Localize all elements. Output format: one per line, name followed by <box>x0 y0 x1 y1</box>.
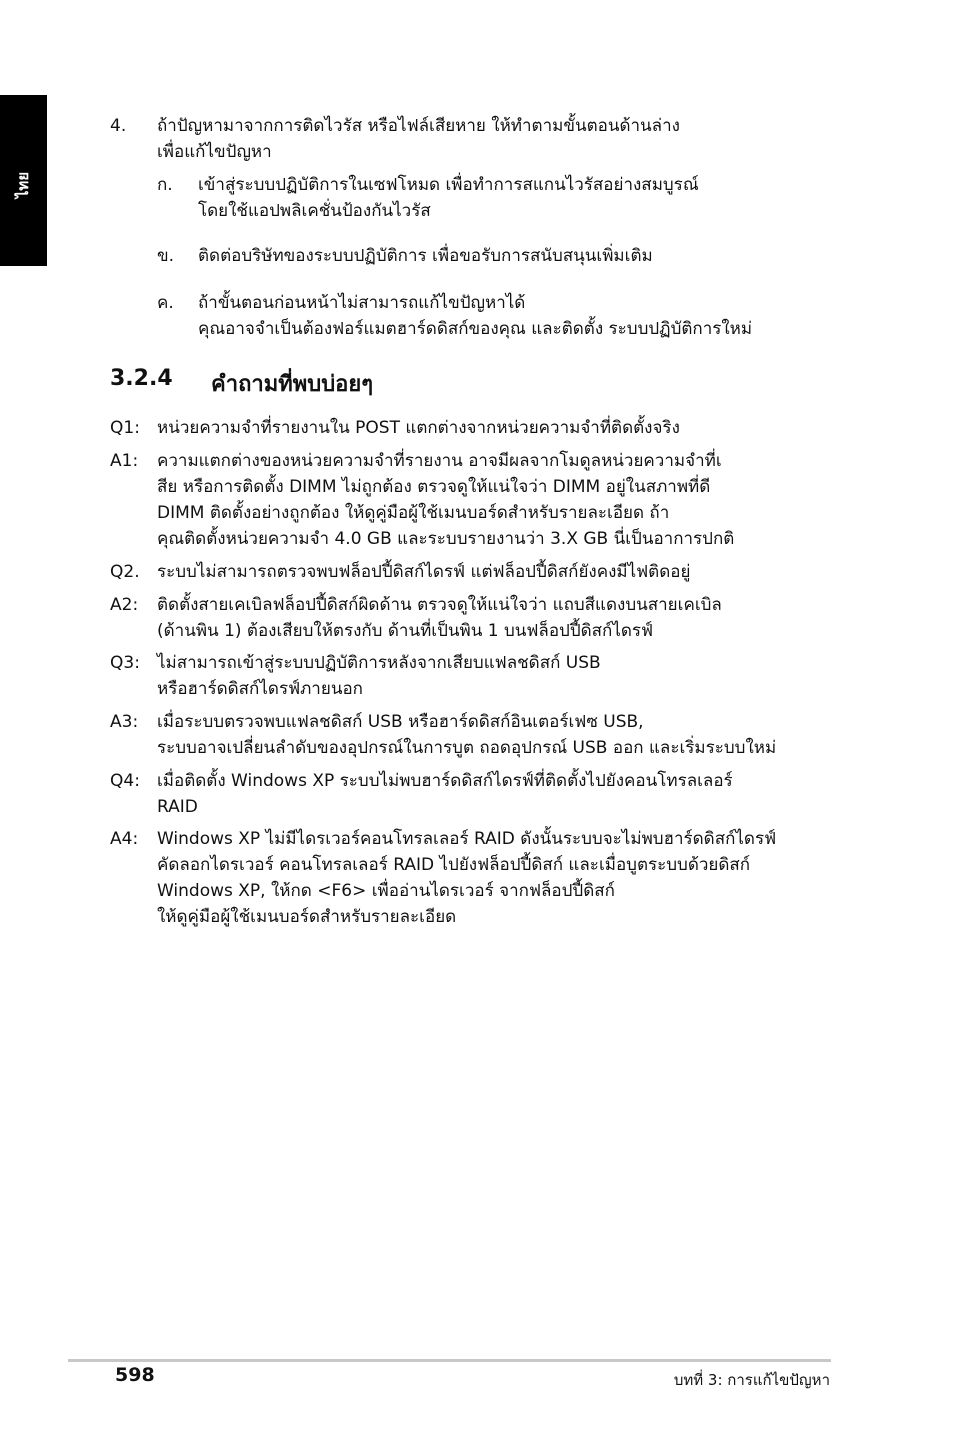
faq-line: ความแตกต่างของหน่วยความจำที่รายงาน อาจมีผลจากโมดูลหน่วยความจำที่เ <box>157 451 722 471</box>
sub-item-marker: ข. <box>157 246 175 266</box>
item-4-line: เพื่อแก้ไขปัญหา <box>157 142 272 162</box>
faq-line: ไม่สามารถเข้าสู่ระบบปฏิบัติการหลังจากเสียบแฟลชดิสก์ USB <box>157 653 601 673</box>
faq-label: Q4: <box>110 771 140 791</box>
sub-item-marker: ค. <box>157 293 174 313</box>
faq-line: ระบบอาจเปลี่ยนลำดับของอุปกรณ์ในการบูต ถอดอุปกรณ์ USB ออก และเริ่มระบบใหม่ <box>157 738 777 758</box>
faq-label: A3: <box>110 712 139 732</box>
faq-line: หน่วยความจำที่รายงานใน POST แตกต่างจากหน่วยความจำที่ติดตั้งจริง <box>157 418 680 438</box>
faq-line: หรือฮาร์ดดิสก์ไดรฟ์ภายนอก <box>157 679 363 699</box>
faq-label: A2: <box>110 595 139 615</box>
faq-line: ให้ดูคู่มือผู้ใช้เมนบอร์ดสำหรับรายละเอียด <box>157 907 457 927</box>
sub-item-line: โดยใช้แอปพลิเคชั่นป้องกันไวรัส <box>198 201 431 221</box>
item-4-line: ถ้าปัญหามาจากการติดไวรัส หรือไฟล์เสียหาย ให้ทำตามขั้นตอนด้านล่าง <box>157 116 680 136</box>
footer-divider <box>68 1359 831 1362</box>
page-number: 598 <box>115 1364 155 1386</box>
faq-label: A1: <box>110 451 139 471</box>
sub-item-line: ติดต่อบริษัทของระบบปฏิบัติการ เพื่อขอรับการสนับสนุนเพิ่มเติม <box>198 246 653 266</box>
faq-line: เมื่อติดตั้ง Windows XP ระบบไม่พบฮาร์ดดิสก์ไดรฟ์ที่ติดตั้งไปยังคอนโทรลเลอร์ <box>157 771 733 791</box>
sub-item-marker: ก. <box>157 175 173 195</box>
chapter-title: บทที่ 3: การแก้ไขปัญหา <box>673 1371 830 1389</box>
faq-line: Windows XP ไม่มีไดรเวอร์คอนโทรลเลอร์ RAID ดังนั้นระบบจะไม่พบฮาร์ดดิสก์ไดรฟ์ <box>157 829 777 849</box>
faq-line: DIMM ติดตั้งอย่างถูกต้อง ให้ดูคู่มือผู้ใช้เมนบอร์ดสำหรับรายละเอียด ถ้า <box>157 503 670 523</box>
faq-line: คุณติดตั้งหน่วยความจำ 4.0 GB และระบบรายงานว่า 3.X GB นี่เป็นอาการปกติ <box>157 529 735 549</box>
faq-label: Q2. <box>110 562 140 582</box>
faq-line: คัดลอกไดรเวอร์ คอนโทรลเลอร์ RAID ไปยังฟล็อปปี้ดิสก์ และเมื่อบูตระบบด้วยดิสก์ <box>157 855 751 875</box>
section-number: 3.2.4 <box>110 366 173 391</box>
language-side-tab-label: ไทย <box>14 171 32 199</box>
faq-line: ติดตั้งสายเคเบิลฟล็อปปี้ดิสก์ผิดด้าน ตรวจดูให้แน่ใจว่า แถบสีแดงบนสายเคเบิล <box>157 595 722 615</box>
faq-line: สีย หรือการติดตั้ง DIMM ไม่ถูกต้อง ตรวจดูให้แน่ใจว่า DIMM อยู่ในสภาพที่ดี <box>157 477 711 497</box>
sub-item-line: คุณอาจจำเป็นต้องฟอร์แมตฮาร์ดดิสก์ของคุณ และติดตั้ง ระบบปฏิบัติการใหม่ <box>198 319 753 339</box>
sub-item-line: ถ้าขั้นตอนก่อนหน้าไม่สามารถแก้ไขปัญหาได้ <box>198 293 526 313</box>
faq-label: A4: <box>110 829 139 849</box>
section-title: คำถามที่พบบ่อยๆ <box>211 372 374 397</box>
item-4-number: 4. <box>110 116 127 136</box>
faq-label: Q3: <box>110 653 140 673</box>
faq-line: RAID <box>157 797 198 817</box>
sub-item-line: เข้าสู่ระบบปฏิบัติการในเซฟโหมด เพื่อทำการสแกนไวรัสอย่างสมบูรณ์ <box>198 175 699 195</box>
faq-line: (ด้านพิน 1) ต้องเสียบให้ตรงกับ ด้านที่เป็นพิน 1 บนฟล็อปปี้ดิสก์ไดรฟ์ <box>157 621 654 641</box>
faq-line: Windows XP, ให้กด <F6> เพื่ออ่านไดรเวอร์ จากฟล็อปปี้ดิสก์ <box>157 881 615 901</box>
faq-line: ระบบไม่สามารถตรวจพบฟล็อปปี้ดิสก์ไดรฟ์ แต่ฟล็อปปี้ดิสก์ยังคงมีไฟติดอยู่ <box>157 562 691 582</box>
faq-line: เมื่อระบบตรวจพบแฟลชดิสก์ USB หรือฮาร์ดดิสก์อินเตอร์เฟซ USB, <box>157 712 644 732</box>
faq-label: Q1: <box>110 418 140 438</box>
